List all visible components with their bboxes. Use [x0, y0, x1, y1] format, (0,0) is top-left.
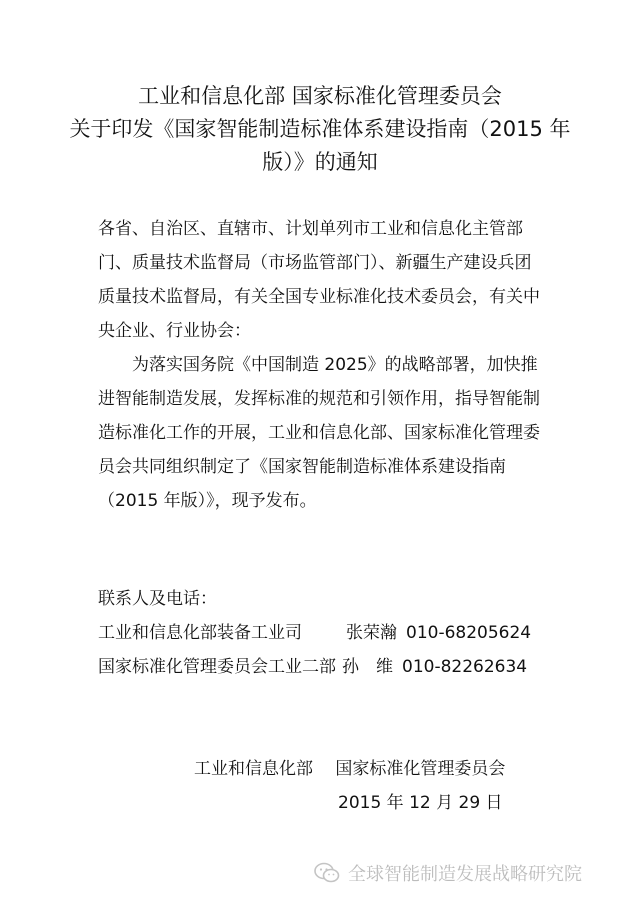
contact-phone: 010-68205624	[406, 623, 532, 643]
contacts-section	[98, 582, 558, 684]
signature-date: 2015 年 12 月 29 日	[338, 793, 503, 813]
wechat-icon	[314, 862, 340, 884]
contact-name: 张荣瀚	[346, 623, 397, 643]
recipients-paragraph: 各省、自治区、直辖市、计划单列市工业和信息化主管部门、质量技术监督局（市场监管部门）、新疆生产建设兵团质量技术监督局，有关全国专业标准化技术委员会，有关中央企业、行业协会：	[98, 219, 540, 341]
title-line-2: 关于印发《国家智能制造标准体系建设指南（2015 年	[69, 117, 571, 141]
title-line-1: 工业和信息化部 国家标准化管理委员会	[138, 84, 502, 108]
contact-row	[98, 616, 558, 650]
contact-org: 工业和信息化部装备工业司	[98, 623, 302, 643]
contact-name: 孙 维	[342, 657, 393, 677]
title-line-3: 版）》的通知	[262, 150, 378, 174]
contact-org: 国家标准化管理委员会工业二部	[98, 657, 336, 677]
contact-row	[98, 650, 558, 684]
watermark-text: 全球智能制造发展战略研究院	[348, 864, 582, 885]
watermark	[314, 860, 582, 886]
contacts-heading: 联系人及电话：	[98, 589, 217, 609]
signature-orgs: 工业和信息化部 国家标准化管理委员会	[194, 759, 506, 779]
main-paragraph: 为落实国务院《中国制造 2025》的战略部署，加快推进智能制造发展，发挥标准的规范和引领作用，指导智能制造标准化工作的开展，工业和信息化部、国家标准化管理委员会共同组织制定了《国家智能制造标准体系建设指南（2015 年版）》，现予发布。	[98, 355, 540, 511]
notice-body	[98, 212, 548, 518]
contact-phone: 010-82262634	[402, 657, 528, 677]
document-title	[0, 80, 640, 179]
